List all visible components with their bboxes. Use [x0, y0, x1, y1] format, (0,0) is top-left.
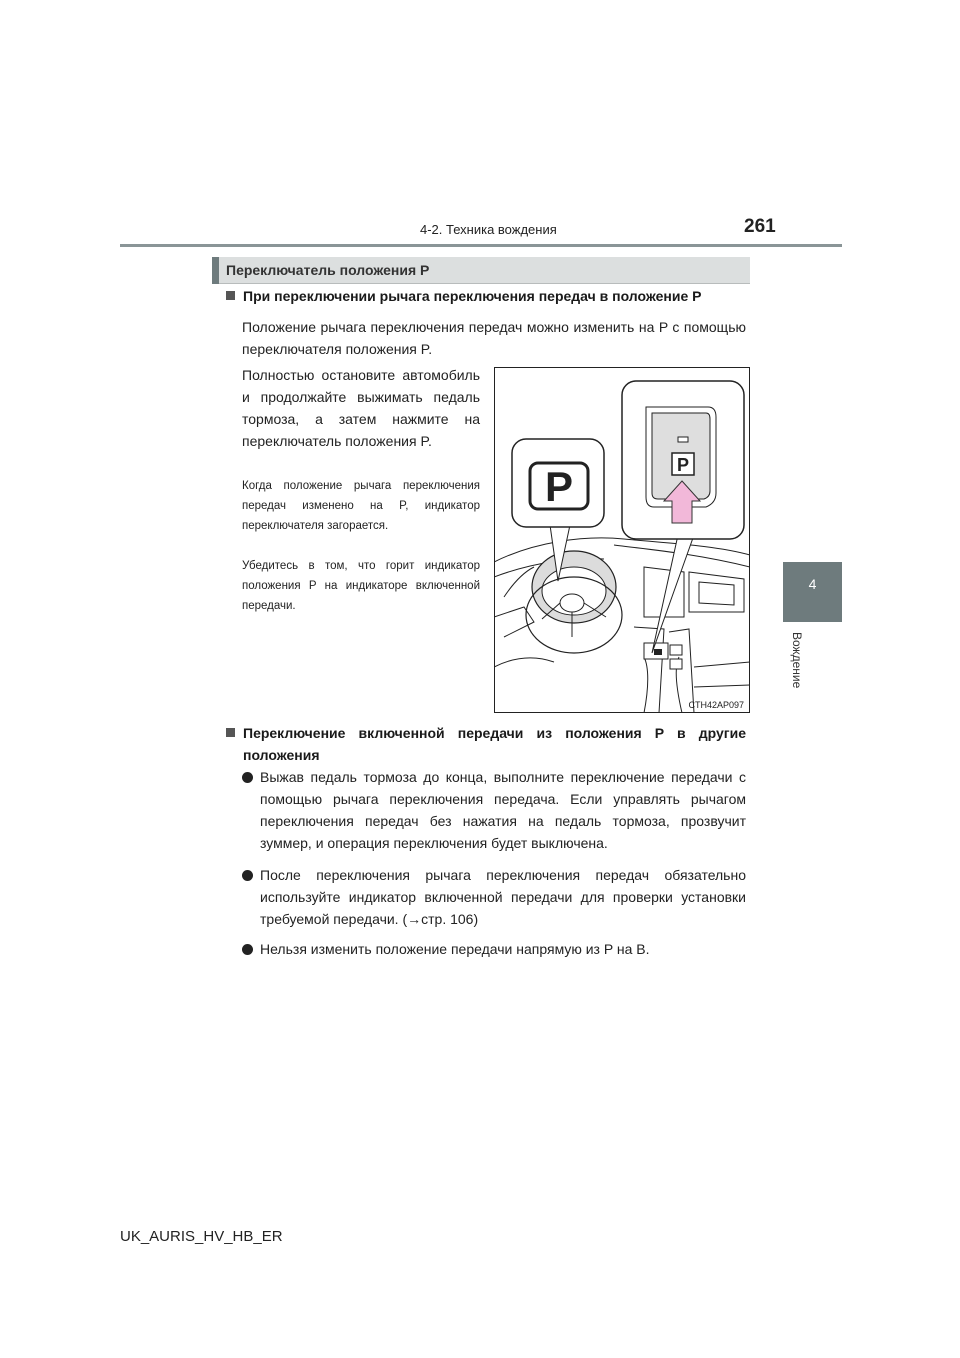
bullet-dot-icon [242, 772, 253, 783]
switch-letter: P [676, 455, 690, 475]
model-code: UK_AURIS_HV_HB_ER [120, 1228, 283, 1245]
bullet-dot-icon [242, 944, 253, 955]
instruction-paragraph: Полностью остановите автомобиль и продолжайте выжимать педаль тормоза, а затем нажмите на переключатель положения P. [242, 367, 480, 449]
subsection-heading-text: При переключении рычага переключения передач в положение P [243, 288, 702, 304]
chapter-label [782, 632, 806, 712]
subsection-heading-text: Переключение включенной передачи из положения P в другие [243, 725, 746, 741]
running-header-section: 4-2. Техника вождения [420, 222, 557, 237]
section-title-accent [212, 257, 219, 284]
page-number: 261 [744, 216, 776, 237]
callout-letter: P [544, 463, 574, 510]
bullet-item [242, 938, 746, 960]
note-paragraph: Убедитесь в том, что горит индикатор положения P на индикаторе включенной передачи. [242, 560, 480, 612]
intro-paragraph: Положение рычага переключения передач можно изменить на P с помощью переключателя положения P. [242, 319, 746, 357]
square-bullet-icon [226, 728, 235, 737]
chapter-number: 4 [808, 576, 817, 592]
chapter-label-text: Вождение [790, 632, 804, 689]
bullet-item [242, 766, 746, 854]
bullet-text: Нельзя изменить положение передачи напрямую из P на B. [260, 941, 650, 957]
chapter-tab [783, 562, 842, 622]
section-title: Переключатель положения P [226, 262, 430, 278]
subsection-heading [226, 722, 746, 766]
note-paragraph: Когда положение рычага переключения передач изменено на P, индикатор переключателя загорается. [242, 480, 480, 532]
subsection-heading [226, 288, 746, 304]
header-divider [120, 244, 842, 247]
dashboard-illustration [494, 367, 750, 713]
square-bullet-icon [226, 291, 235, 300]
bullet-text: После переключения рычага переключения передач обязательно используйте индикатор включенной передачи для проверки установки требуемой передачи. (→стр. 106) [260, 867, 746, 927]
bullet-dot-icon [242, 870, 253, 881]
subsection-heading-text-cont: положения [243, 747, 320, 763]
bullet-item [242, 864, 746, 930]
figure-code: CTH42AP097 [688, 700, 744, 710]
bullet-text: Выжав педаль тормоза до конца, выполните переключение передачи с помощью рычага переключения передача. Если управлять рычагом переключения передач без нажатия на педаль тормоза, прозвучит зуммер, и операция переключения будет выключена. [260, 769, 746, 851]
